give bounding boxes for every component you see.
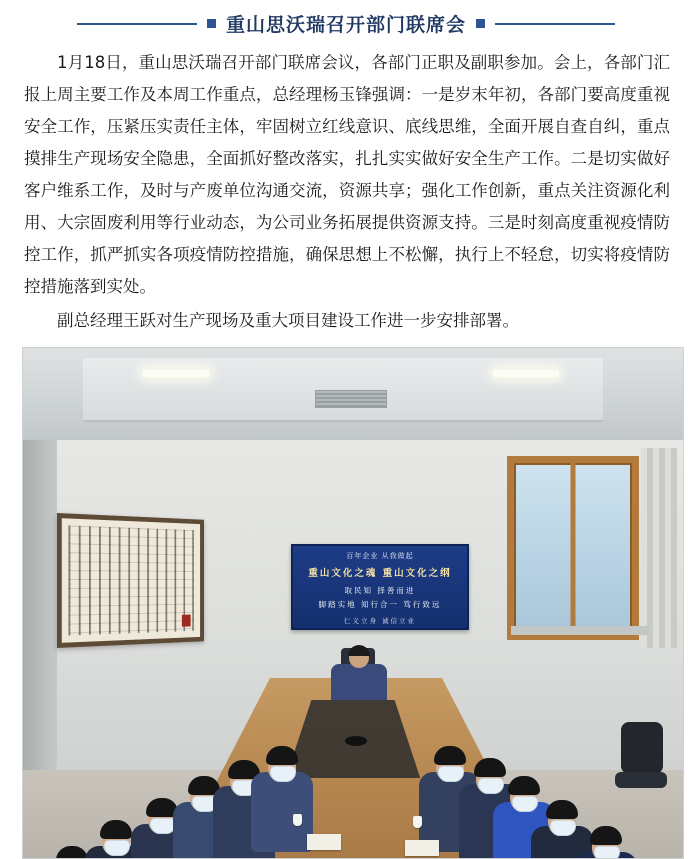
office-chair bbox=[615, 722, 667, 812]
window-mullion bbox=[571, 463, 576, 633]
header-rule-right bbox=[495, 23, 615, 25]
ceiling-light-icon-left bbox=[143, 370, 209, 377]
face-mask-icon bbox=[104, 840, 130, 856]
attendee-body bbox=[251, 772, 313, 852]
attendee-hair bbox=[508, 776, 540, 795]
face-mask-icon bbox=[438, 766, 464, 782]
attendee-hair bbox=[474, 758, 506, 777]
page-title: 重山思沃瑞召开部门联席会 bbox=[225, 14, 466, 36]
office-chair-seat bbox=[615, 772, 667, 788]
attendee-hair bbox=[434, 746, 466, 765]
ceiling-light-icon-right bbox=[493, 370, 559, 377]
face-mask-icon bbox=[512, 796, 538, 812]
paper-item bbox=[405, 840, 439, 856]
culture-banner bbox=[291, 544, 469, 630]
calligraphy-ink bbox=[68, 525, 194, 635]
calligraphy-scroll bbox=[57, 513, 204, 648]
window-curtain bbox=[641, 448, 677, 648]
face-mask-icon bbox=[594, 846, 620, 859]
article-photo-wrapper bbox=[22, 347, 670, 859]
paper-item bbox=[307, 834, 341, 850]
article-body bbox=[14, 45, 678, 337]
face-mask-icon bbox=[550, 820, 576, 836]
attendee-hair bbox=[266, 746, 298, 765]
ceiling-vent-icon bbox=[315, 390, 387, 408]
photo-window bbox=[507, 456, 639, 640]
banner-line-5: 仁义立身 诚信立业 bbox=[343, 617, 417, 625]
meeting-photo bbox=[22, 347, 684, 859]
window-sill bbox=[511, 626, 649, 635]
article-header bbox=[14, 0, 678, 45]
attendee-hair bbox=[546, 800, 578, 819]
cup-item bbox=[413, 816, 422, 828]
photo-left-wall bbox=[23, 440, 57, 820]
table-cable-grommet bbox=[345, 736, 367, 746]
face-mask-icon bbox=[270, 766, 296, 782]
banner-line-4: 脚踏实地 知行合一 笃行致远 bbox=[318, 600, 442, 609]
square-marker-right-icon bbox=[476, 19, 485, 28]
office-chair-back bbox=[621, 722, 663, 774]
banner-line-1: 百年企业 从我做起 bbox=[346, 552, 414, 560]
header-rule-left bbox=[77, 23, 197, 25]
cup-item bbox=[293, 814, 302, 826]
attendee-hair bbox=[100, 820, 132, 839]
attendee-hair bbox=[590, 826, 622, 845]
face-mask-icon bbox=[478, 778, 504, 794]
person-head-of-table-body bbox=[331, 664, 387, 700]
calligraphy-seal-icon bbox=[182, 615, 191, 627]
banner-line-2: 重山文化之魂 重山文化之纲 bbox=[308, 568, 452, 579]
square-marker-left-icon bbox=[207, 19, 216, 28]
banner-line-3: 取民知 择善而进 bbox=[344, 586, 416, 595]
paragraph-1: 1月18日，重山思沃瑞召开部门联席会议，各部门正职及副职参加。会上，各部门汇报上周主要工作及本周工作重点，总经理杨玉锋强调：一是岁末年初，各部门要高度重视安全工作，压紧压实责任主体，牢固树立红线意识、底线思维，全面开展自查自纠，重点摸排生产现场安全隐患，全面抓好整改落实，扎扎实实做好安全生产工作。二是切实做好客户维系工作，及时与产废单位沟通交流，资源共享；强化工作创新，重点关注资源化利用、大宗固废利用等行业动态，为公司业务拓展提供资源支持。三是时刻高度重视疫情防控工作，抓严抓实各项疫情防控措施，确保思想上不松懈，执行上不轻怠，切实将疫情防控措施落到实处。 bbox=[24, 53, 670, 296]
paragraph-2: 副总经理王跃对生产现场及重大项目建设工作进一步安排部署。 bbox=[57, 311, 519, 330]
